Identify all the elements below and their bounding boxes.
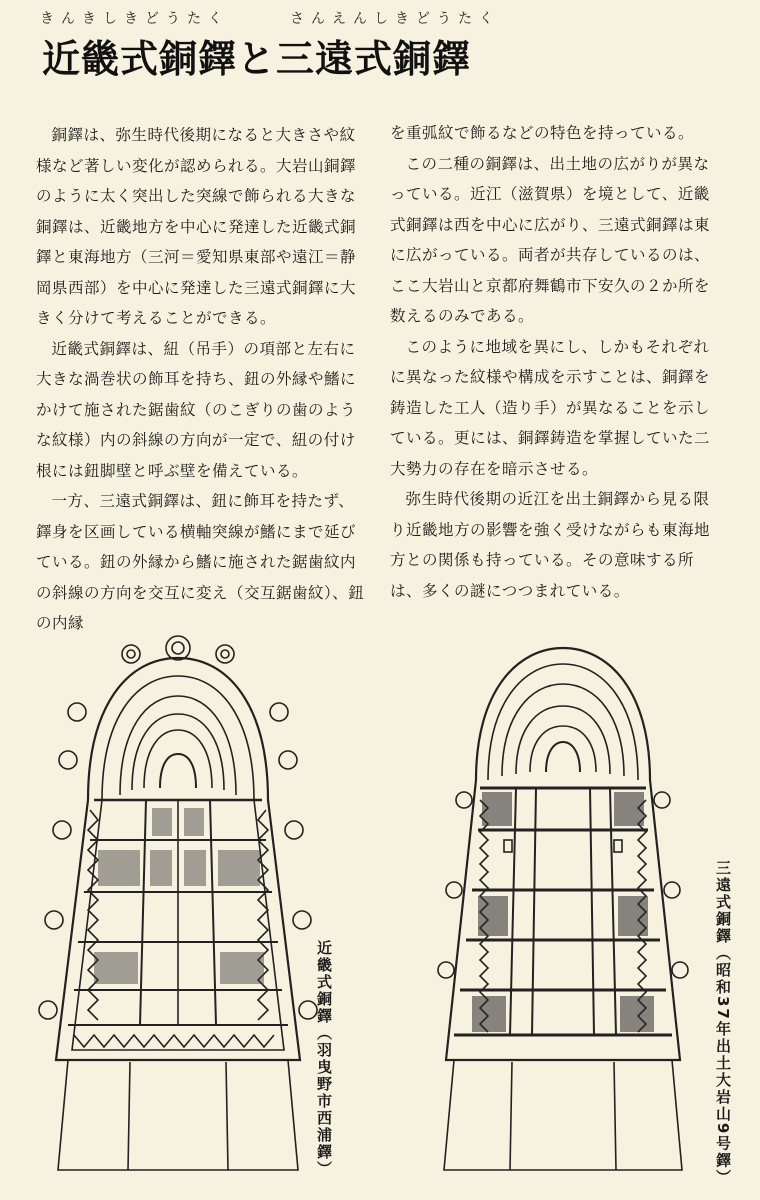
kinki-caption: 近畿式銅鐸（羽曳野市西浦鐸） [315,940,333,1178]
paragraph-workshops: このように地域を異にし、しかもそれぞれに異なった紋様や構成を示すことは、銅鐸を鋳造した工人（造り手）が異なることを示している。更には、銅鐸鋳造を掌握していた二大勢力の存在を暗示させる。 [390,337,711,478]
paragraph-sanen-end: を重弧紋で飾るなどの特色を持っている。 [390,124,695,142]
title-ruby-kinki: きんきしきどうたく [40,11,229,27]
sanen-caption: 三遠式銅鐸（昭和37年出土大岩山9号鐸） [714,860,732,1187]
paragraph-conclusion: 弥生時代後期の近江を出土銅鐸から見る限り近畿地方の影響を強く受けながらも東海地方との関係も持っている。その意味する所は、多くの謎につつまれている。 [390,490,711,600]
right-text-column [390,118,720,606]
paragraph-intro: 銅鐸は、弥生時代後期になると大きさや紋様など著しい変化が認められる。大岩山銅鐸のように太く突出した突線で飾られる大きな銅鐸は、近畿地方を中心に発達した近畿式銅鐸と東海地方（三河＝愛知県東部や遠江＝静岡県西部）を中心に発達した三遠式銅鐸に大きく分けて考えることができる。 [36,126,357,327]
title-ruby-sanen: さんえんしきどうたく [290,11,500,27]
paragraph-distribution: この二種の銅鐸は、出土地の広がりが異なっている。近江（滋賀県）を境として、近畿式銅鐸は西を中心に広がり、三遠式銅鐸は東に広がっている。両者が共存しているのは、ここ大岩山と京都府舞鶴市下安久の２か所を数えるのみである。 [390,154,711,325]
sanen-dotaku-illustration [418,640,708,1180]
page-title: 近畿式銅鐸と三遠式銅鐸 [42,37,472,81]
paragraph-sanen-start: 一方、三遠式銅鐸は、鈕に飾耳を持たず、鐸身を区画している横軸突線が鰭にまで延びている。鈕の外縁から鰭に施された鋸歯紋内の斜線の方向を交互に変え（交互鋸歯紋）、鈕の内縁 [36,492,365,632]
paragraph-kinki: 近畿式銅鐸は、紐（吊手）の項部と左右に大きな渦巻状の飾耳を持ち、鈕の外縁や鰭にかけて施された鋸歯紋（のこぎりの歯のような紋様）内の斜線の方向が一定で、紐の付け根には鈕脚壁と呼ぶ壁を備えている。 [36,339,357,480]
kinki-dotaku-illustration [28,630,328,1195]
left-text-column [36,120,366,639]
